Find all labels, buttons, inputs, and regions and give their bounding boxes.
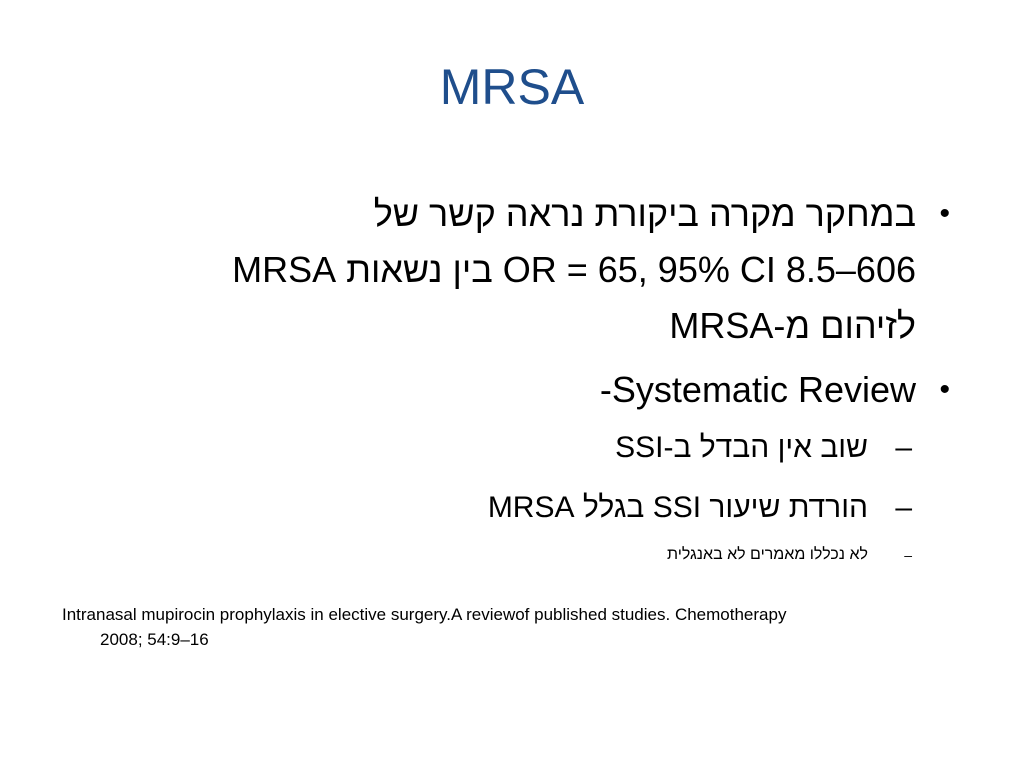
dash-icon: –	[895, 491, 912, 524]
bullet-systematic-review	[92, 362, 952, 418]
dash-icon: –	[895, 431, 912, 464]
reference-line-2: 2008; 54:9–16	[100, 630, 209, 649]
sub-bullet-text: הורדת שיעור SSI בגלל MRSA	[487, 491, 868, 524]
bullet-line: Systematic Review-	[599, 369, 916, 410]
sub-bullet-text: שוב אין הבדל ב-SSI	[615, 431, 868, 464]
dash-icon: –	[904, 547, 912, 563]
bullet-line: לזיהום מ-MRSA	[669, 305, 916, 346]
bullet-line: במחקר מקרה ביקורת נראה קשר של	[373, 193, 916, 234]
sub-bullet-ssi-reduction	[92, 478, 952, 538]
reference-citation	[62, 602, 962, 652]
slide-title: MRSA	[439, 59, 585, 115]
slide-content	[92, 186, 952, 572]
sub-bullet-no-difference	[92, 418, 952, 478]
sub-sub-bullet-text: לא נכללו מאמרים לא באנגלית	[666, 546, 868, 563]
reference-line-1: Intranasal mupirocin prophylaxis in elective surgery.A reviewof published studies. Chemotherapy	[62, 605, 787, 624]
bullet-dot-icon: •	[939, 197, 950, 230]
bullet-line: OR = 65, 95% CI 8.5–606 בין נשאות MRSA	[232, 249, 916, 290]
sub-sub-bullet-english-only	[92, 538, 952, 572]
bullet-case-control	[92, 186, 952, 354]
bullet-dot-icon: •	[939, 373, 950, 406]
